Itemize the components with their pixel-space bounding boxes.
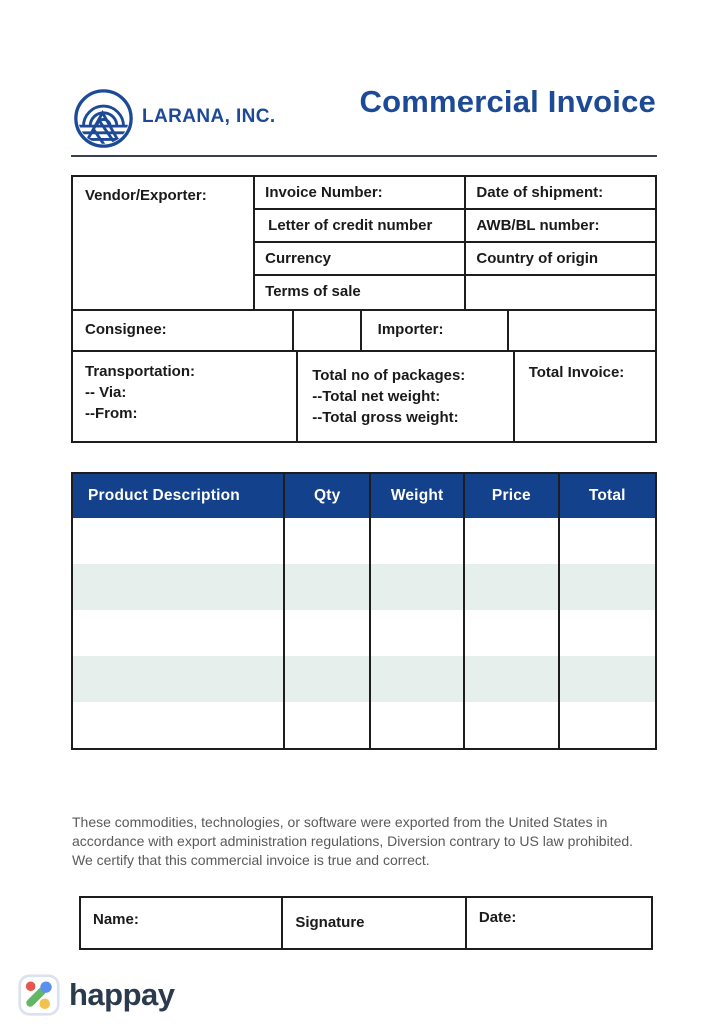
- table-row: [73, 702, 655, 748]
- name-field[interactable]: [81, 898, 283, 948]
- page-title: Commercial Invoice: [359, 84, 656, 119]
- column-header-total: Total: [588, 487, 626, 504]
- signature-label: Signature: [295, 914, 365, 931]
- column-header-weight: Weight: [371, 474, 465, 518]
- product-description-cell[interactable]: [73, 610, 285, 656]
- table-row: [73, 518, 655, 564]
- letter-of-credit-field[interactable]: [255, 210, 464, 243]
- product-table: [71, 472, 657, 750]
- signature-field[interactable]: [283, 898, 467, 948]
- total-cell[interactable]: [560, 610, 655, 656]
- date-of-shipment-field[interactable]: [466, 177, 655, 210]
- total-cell[interactable]: [560, 702, 655, 748]
- column-header-price: Price: [465, 474, 559, 518]
- qty-cell[interactable]: [285, 518, 371, 564]
- consignee-label: Consignee:: [85, 321, 167, 338]
- importer-spacer-cell[interactable]: [509, 311, 655, 350]
- weight-cell[interactable]: [371, 610, 465, 656]
- country-of-origin-field[interactable]: [466, 243, 655, 276]
- vendor-exporter-label: Vendor/Exporter:: [85, 187, 207, 204]
- importer-field[interactable]: [362, 311, 509, 350]
- consignee-field[interactable]: [73, 311, 294, 350]
- total-packages-label: Total no of packages:: [312, 367, 466, 384]
- total-invoice-label: Total Invoice:: [528, 364, 625, 381]
- qty-cell[interactable]: [285, 656, 371, 702]
- total-gross-weight-label: --Total gross weight:: [312, 409, 459, 426]
- name-label: Name:: [93, 911, 139, 928]
- table-row: [73, 610, 655, 656]
- transportation-via-label: -- Via:: [85, 384, 127, 401]
- qty-cell[interactable]: [285, 564, 371, 610]
- product-description-cell[interactable]: [73, 702, 285, 748]
- packages-totals-field[interactable]: [298, 352, 515, 441]
- total-cell[interactable]: [560, 564, 655, 610]
- currency-label: Currency: [265, 250, 332, 267]
- product-description-cell[interactable]: [73, 564, 285, 610]
- company-name: LARANA, INC.: [142, 106, 276, 127]
- product-table-body: [73, 518, 655, 748]
- currency-field[interactable]: [255, 243, 464, 276]
- consignee-importer-row: [73, 311, 655, 352]
- total-cell[interactable]: [560, 656, 655, 702]
- certification-line: We certify that this commercial invoice is true and correct.: [72, 852, 430, 868]
- signature-table: [79, 896, 653, 950]
- date-field[interactable]: [467, 898, 651, 948]
- column-header-product-description: Product Description: [73, 474, 285, 518]
- shipment-info-mid-column: [255, 177, 466, 309]
- date-label: Date:: [478, 909, 517, 926]
- price-cell[interactable]: [465, 610, 559, 656]
- happay-watermark: [18, 974, 175, 1016]
- transportation-field[interactable]: [73, 352, 298, 441]
- total-invoice-field[interactable]: [515, 352, 655, 441]
- product-description-cell[interactable]: [73, 518, 285, 564]
- shipment-info-right-column: [466, 177, 655, 309]
- transportation-from-label: --From:: [85, 405, 138, 422]
- product-description-cell[interactable]: [73, 656, 285, 702]
- weight-cell[interactable]: [371, 564, 465, 610]
- happay-wordmark: happay: [69, 977, 175, 1012]
- weight-cell[interactable]: [371, 518, 465, 564]
- total-cell[interactable]: [560, 518, 655, 564]
- total-net-weight-label: --Total net weight:: [312, 388, 441, 405]
- awb-bl-number-field[interactable]: [466, 210, 655, 243]
- invoice-number-field[interactable]: [255, 177, 464, 210]
- letter-of-credit-label: Letter of credit number: [268, 217, 433, 234]
- table-row: [73, 656, 655, 702]
- product-table-header: [73, 474, 655, 518]
- column-header-qty: Qty: [285, 474, 371, 518]
- shipment-info-table: [71, 175, 657, 443]
- price-cell[interactable]: [465, 702, 559, 748]
- awb-bl-number-label: AWB/BL number:: [476, 217, 600, 234]
- header-divider: [71, 155, 657, 157]
- vendor-exporter-field[interactable]: [73, 177, 255, 309]
- terms-of-sale-label: Terms of sale: [265, 283, 361, 300]
- importer-label: Importer:: [377, 321, 444, 338]
- price-cell[interactable]: [465, 656, 559, 702]
- price-cell[interactable]: [465, 518, 559, 564]
- empty-field[interactable]: [466, 276, 655, 309]
- weight-cell[interactable]: [371, 702, 465, 748]
- transportation-label: Transportation:: [85, 363, 196, 380]
- terms-of-sale-field[interactable]: [255, 276, 464, 309]
- qty-cell[interactable]: [285, 610, 371, 656]
- consignee-spacer-cell[interactable]: [294, 311, 362, 350]
- weight-cell[interactable]: [371, 656, 465, 702]
- price-cell[interactable]: [465, 564, 559, 610]
- invoice-number-label: Invoice Number:: [265, 184, 383, 201]
- certification-statement: [72, 813, 672, 870]
- qty-cell[interactable]: [285, 702, 371, 748]
- country-of-origin-label: Country of origin: [476, 250, 599, 267]
- date-of-shipment-label: Date of shipment:: [476, 184, 604, 201]
- happay-logo-icon: [18, 974, 60, 1016]
- certification-line: These commodities, technologies, or software were exported from the United States in: [72, 814, 608, 830]
- transportation-totals-row: [73, 352, 655, 441]
- certification-line: accordance with export administration regulations, Diversion contrary to US law prohibited.: [72, 833, 634, 849]
- shipment-info-top-section: [73, 177, 655, 311]
- table-row: [73, 564, 655, 610]
